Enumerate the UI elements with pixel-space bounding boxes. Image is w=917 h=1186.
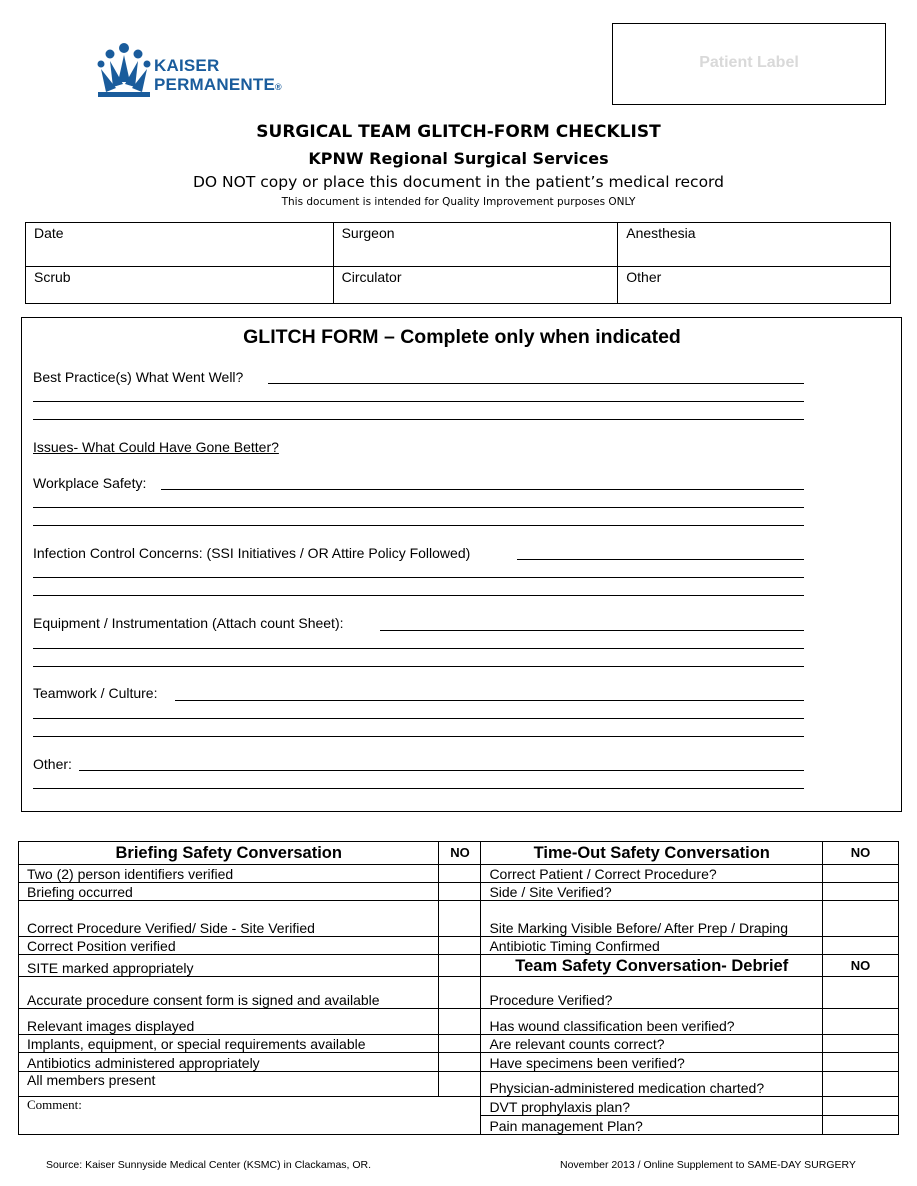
footer-date: November 2013 / Online Supplement to SAME-DAY SURGERY [560,1159,856,1171]
logo-line1: KAISER [154,56,220,75]
workplace-line-3[interactable] [33,525,804,526]
footer-source: Source: Kaiser Sunnyside Medical Center (KSMC) in Clackamas, OR. [46,1159,372,1171]
no-checkbox[interactable] [823,1072,899,1097]
best-practice-line-2[interactable] [33,401,804,402]
no-checkbox[interactable] [439,955,481,977]
team-table [25,222,891,304]
form-warning: DO NOT copy or place this document in the patient’s medical record [192,173,724,191]
issues-heading: Issues- What Could Have Gone Better? [33,439,279,455]
other-line-1[interactable] [79,770,804,771]
timeout-item: Antibiotic Timing Confirmed [481,937,823,955]
kaiser-permanente-logo [96,42,306,102]
teamwork-line-2[interactable] [33,718,804,719]
briefing-item: Implants, equipment, or special requirements available [19,1035,439,1053]
infection-control-label: Infection Control Concerns: (SSI Initiatives / OR Attire Policy Followed) [33,545,471,561]
debrief-item: Physician-administered medication charted? [481,1072,823,1097]
no-checkbox[interactable] [823,937,899,955]
briefing-item: Correct Position verified [19,937,439,955]
glitch-form [21,317,902,812]
other-line-2[interactable] [33,788,804,789]
table-row [19,901,899,937]
logo-line2: PERMANENTE [154,75,276,94]
logo-text [154,56,282,97]
table-row [19,1072,899,1097]
table-row [19,1097,899,1116]
table-row [19,937,899,955]
teamwork-line-3[interactable] [33,736,804,737]
debrief-item: Procedure Verified? [481,977,823,1009]
comment-field[interactable]: Comment: [19,1097,481,1135]
anesthesia-cell[interactable]: Anesthesia [618,223,891,267]
form-note: This document is intended for Quality Improvement purposes ONLY [281,196,636,208]
equipment-line-1[interactable] [380,630,804,631]
no-checkbox[interactable] [439,937,481,955]
table-row [19,1009,899,1035]
no-checkbox[interactable] [439,1009,481,1035]
workplace-safety-label: Workplace Safety: [33,475,147,491]
patient-label-box [612,23,886,105]
debrief-item: Have specimens been verified? [481,1053,823,1072]
briefing-item: Relevant images displayed [19,1009,439,1035]
briefing-item: Correct Procedure Verified/ Side - Site Verified [19,901,439,937]
patient-label-text: Patient Label [699,54,799,71]
timeout-no-header: NO [823,842,899,865]
table-row [19,955,899,977]
briefing-item: Two (2) person identifiers verified [19,865,439,883]
scrub-cell[interactable]: Scrub [26,267,334,304]
no-checkbox[interactable] [823,1097,899,1116]
timeout-header: Time-Out Safety Conversation [481,842,823,865]
timeout-item: Side / Site Verified? [481,883,823,901]
safety-table [18,841,899,1135]
timeout-item: Correct Patient / Correct Procedure? [481,865,823,883]
other-label: Other: [33,756,72,772]
briefing-item: SITE marked appropriately [19,955,439,977]
briefing-item: Accurate procedure consent form is signed and available [19,977,439,1009]
debrief-item: Has wound classification been verified? [481,1009,823,1035]
debrief-no-header: NO [823,955,899,977]
other-cell[interactable]: Other [618,267,891,304]
kaiser-logo-icon [96,42,152,98]
debrief-item: Pain management Plan? [481,1116,823,1135]
no-checkbox[interactable] [439,977,481,1009]
teamwork-label: Teamwork / Culture: [33,685,158,701]
briefing-header: Briefing Safety Conversation [19,842,439,865]
table-row [19,1053,899,1072]
table-row [19,865,899,883]
debrief-header: Team Safety Conversation- Debrief [481,955,823,977]
no-checkbox[interactable] [823,1035,899,1053]
infection-line-2[interactable] [33,577,804,578]
briefing-item: Briefing occurred [19,883,439,901]
no-checkbox[interactable] [823,1009,899,1035]
best-practice-line-1[interactable] [268,383,804,384]
no-checkbox[interactable] [439,1072,481,1097]
form-subtitle: KPNW Regional Surgical Services [308,149,609,168]
briefing-item: All members present [19,1072,439,1097]
debrief-item: DVT prophylaxis plan? [481,1097,823,1116]
best-practice-line-3[interactable] [33,419,804,420]
infection-line-3[interactable] [33,595,804,596]
table-row [19,883,899,901]
no-checkbox[interactable] [439,865,481,883]
equipment-line-3[interactable] [33,666,804,667]
no-checkbox[interactable] [823,901,899,937]
debrief-item: Are relevant counts correct? [481,1035,823,1053]
date-cell[interactable]: Date [26,223,334,267]
equipment-line-2[interactable] [33,648,804,649]
no-checkbox[interactable] [439,901,481,937]
no-checkbox[interactable] [823,865,899,883]
form-title: SURGICAL TEAM GLITCH-FORM CHECKLIST [256,122,661,142]
table-row [19,977,899,1009]
no-checkbox[interactable] [439,883,481,901]
table-row [19,1035,899,1053]
logo-registered: ® [275,82,282,92]
glitch-title: GLITCH FORM – Complete only when indicated [243,326,681,348]
surgeon-cell[interactable]: Surgeon [333,223,618,267]
best-practice-label: Best Practice(s) What Went Well? [33,369,244,385]
no-checkbox[interactable] [823,1116,899,1135]
no-checkbox[interactable] [439,1035,481,1053]
infection-line-1[interactable] [517,559,804,560]
no-checkbox[interactable] [823,1053,899,1072]
no-checkbox[interactable] [823,883,899,901]
workplace-line-1[interactable] [161,489,804,490]
equipment-label: Equipment / Instrumentation (Attach count Sheet): [33,615,344,631]
workplace-line-2[interactable] [33,507,804,508]
timeout-item: Site Marking Visible Before/ After Prep / Draping [481,901,823,937]
briefing-item: Antibiotics administered appropriately [19,1053,439,1072]
circulator-cell[interactable]: Circulator [333,267,618,304]
teamwork-line-1[interactable] [175,700,804,701]
no-checkbox[interactable] [823,977,899,1009]
no-checkbox[interactable] [439,1053,481,1072]
briefing-no-header: NO [439,842,481,865]
